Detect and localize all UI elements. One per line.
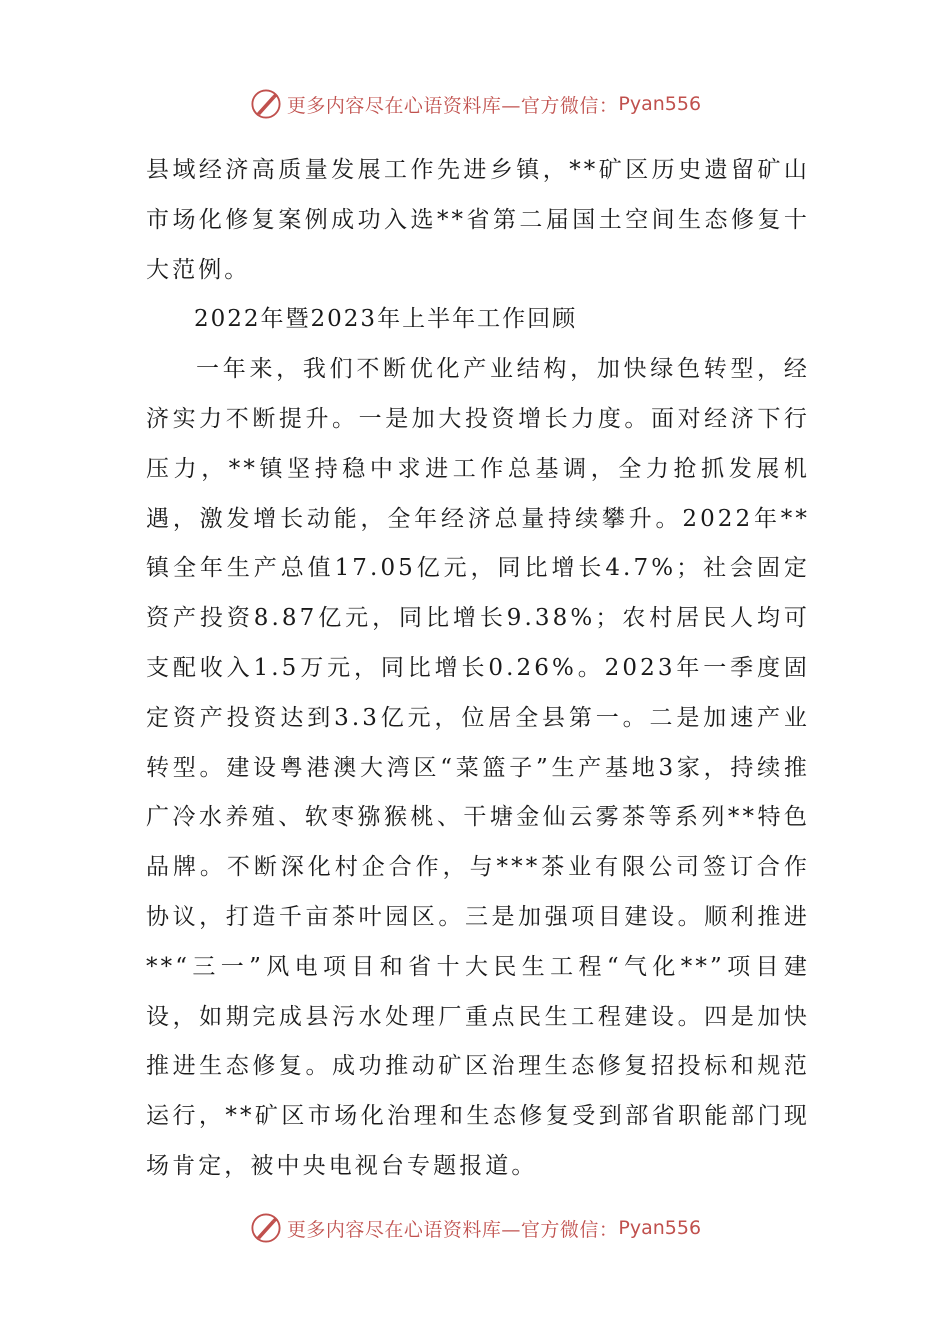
section-heading: 2022年暨2023年上半年工作回顾 [194, 306, 578, 333]
watermark-text: 更多内容尽在心语资料库—官方微信： [286, 94, 619, 117]
paragraph-review: 一年来，我们不断优化产业结构，加快绿色转型，经济实力不断提升。一是加大投资增长力度。面对经济下行压力，**镇坚持稳中求进工作总基调，全力抢抓发展机遇，激发增长动能，全年经济总量持续攀升。2022年**镇全年生产总值17.05亿元，同比增长4.7%；社会固定资产投资8.87亿元，同比增长9.38%；农村居民人均可支配收入1.5万元，同比增长0.26%。2023年一季度固定资产投资达到3.3亿元，位居全县第一。二是加速产业转型。建设粤港澳大湾区“菜篮子”生产基地3家，持续推广冷水养殖、软枣猕猴桃、干塘金仙云雾茶等系列**特色品牌。不断深化村企合作，与***茶业有限公司签订合作协议，打造千亩茶叶园区。三是加强项目建设。顺利推进**“三一”风电项目和省十大民生工程“气化**”项目建设，如期完成县污水处理厂重点民生工程建设。四是加快推进生态修复。成功推动矿区治理生态修复招投标和规范运行，**矿区市场化治理和生态修复受到部省职能部门现场肯定，被中央电视台专题报道。 [146, 356, 810, 1179]
paragraph-continuation: 县域经济高质量发展工作先进乡镇，**矿区历史遗留矿山市场化修复案例成功入选**省第二届国土空间生态修复十大范例。 [146, 157, 810, 283]
watermark-wechat-id: Pyan556 [618, 1217, 702, 1239]
watermark-wechat-id: Pyan556 [618, 93, 702, 115]
watermark-footer [0, 1208, 950, 1248]
document-body [146, 146, 810, 1192]
watermark-text: 更多内容尽在心语资料库—官方微信： [286, 1218, 619, 1241]
pen-logo-icon [249, 1211, 283, 1245]
watermark-header [0, 84, 950, 124]
pen-logo-icon [249, 87, 283, 121]
